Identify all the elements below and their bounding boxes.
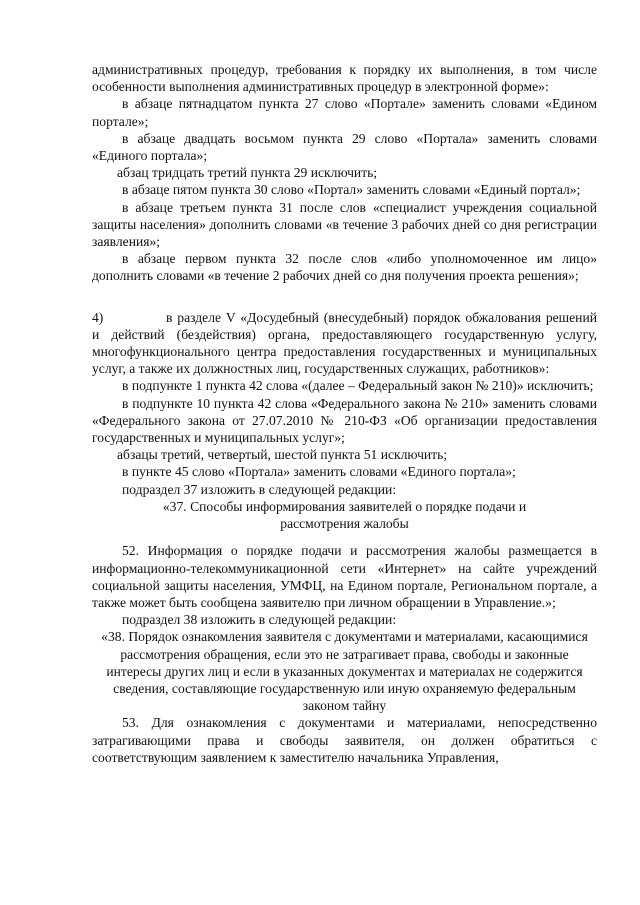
paragraph: 52. Информация о порядке подачи и рассмотрения жалобы размещается в информационно-телекоммуникационной сети «Интернет» на сайте учреждений социальной защиты населения, УМФЦ, на Едином портале, Региональном портале, а также может быть сообщена заявителю при личном обращении в Управление.»; xyxy=(92,543,597,610)
blank-line xyxy=(92,532,597,542)
paragraph: в абзаце первом пункта 32 после слов «либо уполномоченное им лицо» дополнить словами «в течение 2 рабочих дней со дня получения проекта решения»; xyxy=(92,251,597,284)
paragraph: в подпункте 1 пункта 42 слова «(далее – Федеральный закон № 210)» исключить; xyxy=(122,378,594,394)
item-number: 4) xyxy=(92,309,104,325)
paragraph: в абзаце двадцать восьмом пункта 29 слово «Портала» заменить словами «Единого портала»; xyxy=(92,130,597,164)
blank-line xyxy=(92,285,597,309)
paragraph: в пункте 45 слово «Портала» заменить словами «Единого портала»; xyxy=(122,464,516,480)
paragraph: в разделе V «Досудебный (внесудебный) порядок обжалования решений и действий (бездействия) органа, предоставляющего государственную услугу, многофункционального центра предоставления государственных и муниципальных услуг, а также их должностных лиц, государственных служащих, работников»: xyxy=(92,309,597,377)
paragraph: абзацы третий, четвертый, шестой пункта 51 исключить; xyxy=(117,447,448,463)
paragraph: в подпункте 10 пункта 42 слова «Федерального закона № 210» заменить словами «Федерального закона от 27.07.2010 № 210-ФЗ «Об организации предоставления государственных и муниципальных услуг»; xyxy=(92,395,597,446)
paragraph: в абзаце пятнадцатом пункта 27 слово «Портале» заменить словами «Едином портале»; xyxy=(92,96,597,129)
paragraph: подраздел 38 изложить в следующей редакции: xyxy=(122,612,397,628)
paragraph: в абзаце пятом пункта 30 слово «Портал» заменить словами «Единый портал»; xyxy=(122,182,581,198)
paragraph: подраздел 37 изложить в следующей редакции: xyxy=(122,481,397,497)
paragraph: административных процедур, требования к порядку их выполнения, в том числе особенности выполнения административных процедур в электронной форме»: xyxy=(92,62,597,95)
section-heading: «37. Способы информирования заявителей о порядке подачи и рассмотрения жалобы xyxy=(162,498,527,532)
document-page xyxy=(92,61,597,766)
section-heading: «38. Порядок ознакомления заявителя с документами и материалами, касающимися рассмотрения обращения, если это не затрагивает права, свободы и законные интересы других лиц и если в указанных документах и материалах не содержится сведения, составляющие государственную или иную охраняемую федеральным законом тайну xyxy=(101,629,588,714)
paragraph: 53. Для ознакомления с документами и материалами, непосредственно затрагивающими права и свободы заявителя, он должен обратиться с соответствующим заявлением к заместителю начальника Управления, xyxy=(92,715,597,765)
paragraph: в абзаце третьем пункта 31 после слов «специалист учреждения социальной защиты населения» дополнить словами «в течение 3 рабочих дней со дня регистрации заявления»; xyxy=(92,199,597,250)
paragraph: абзац тридцать третий пункта 29 исключить; xyxy=(117,165,378,181)
